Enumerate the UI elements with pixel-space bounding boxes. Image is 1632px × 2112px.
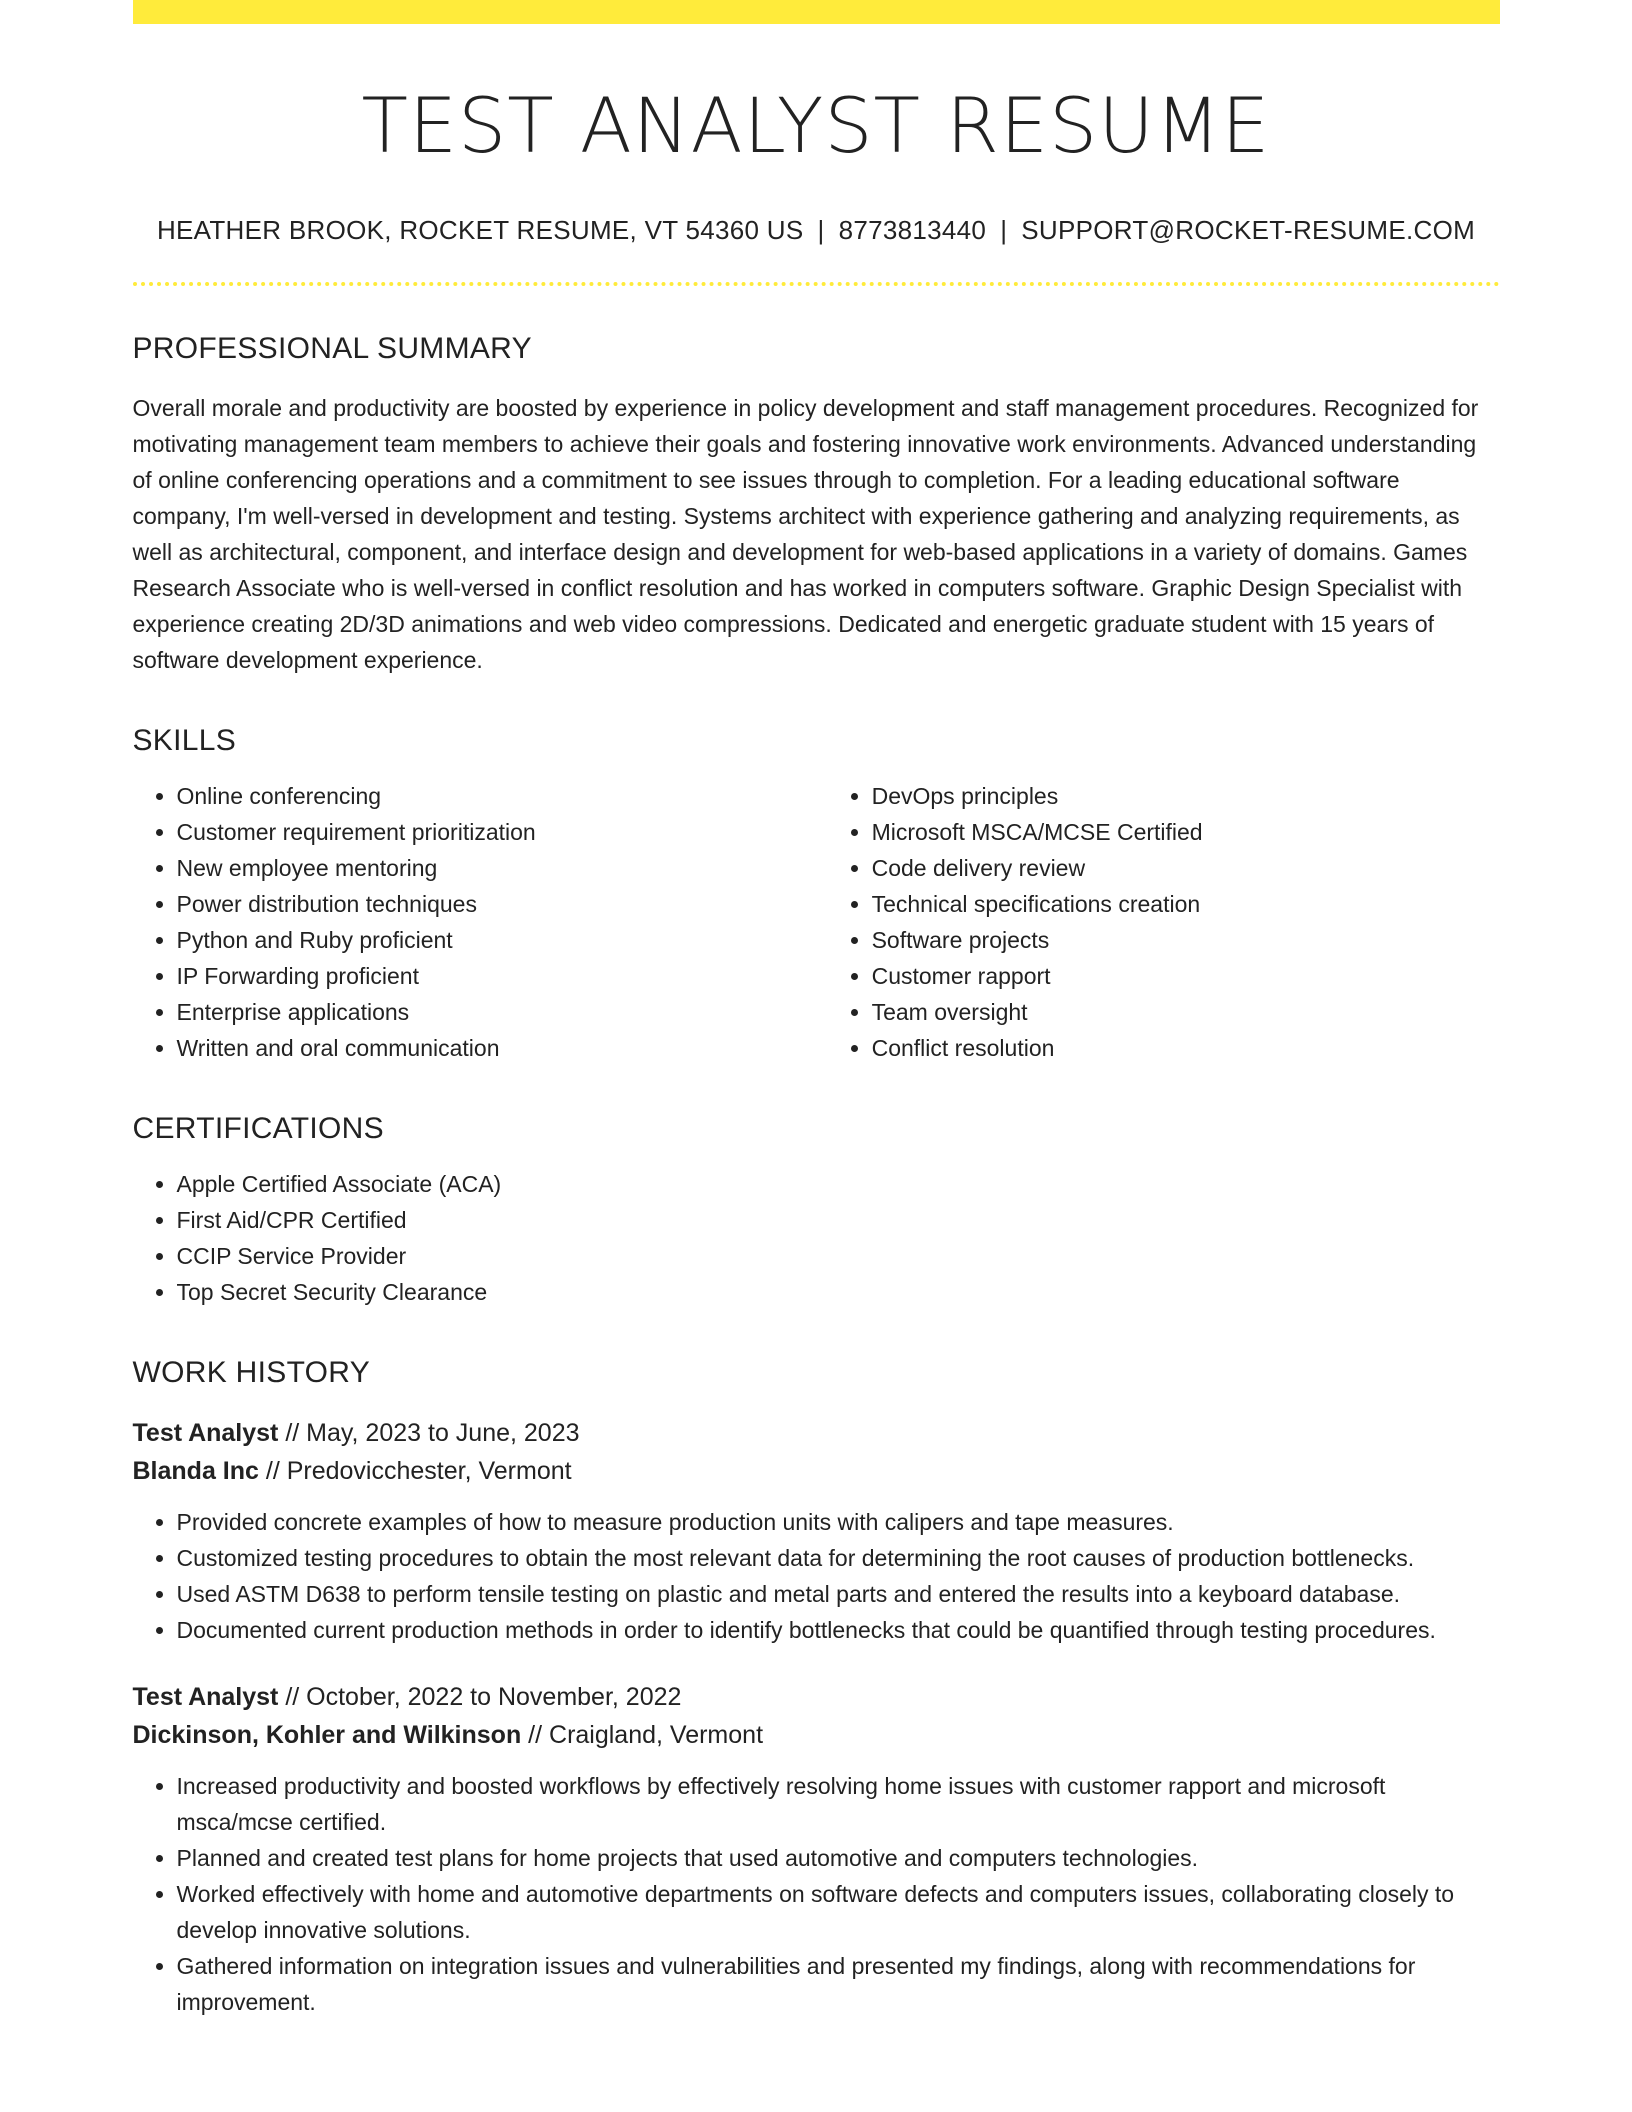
skill-item: • IP Forwarding proficient: [177, 958, 828, 994]
contact-phone: 8773813440: [838, 215, 987, 246]
certification-item: • CCIP Service Provider: [177, 1238, 1500, 1274]
resume-page: [133, 0, 1500, 2020]
contact-line: [133, 215, 1500, 246]
accent-top-bar: [133, 0, 1500, 24]
skill-item: • Customer rapport: [872, 958, 1500, 994]
certification-item: • Apple Certified Associate (ACA): [177, 1166, 1500, 1202]
summary-text: Overall morale and productivity are boosted by experience in policy development and staff management procedures. Recognized for motivating management team members to achieve their goals and fostering innovative work environments. Advanced understanding of online conferencing operations and a commitment to see issues through to completion. For a leading educational software company, I'm well-versed in development and testing. Systems architect with experience gathering and analyzing requirements, as well as architectural, component, and interface design and development for web-based applications in a variety of domains. Games Research Associate who is well-versed in conflict resolution and has worked in computers software. Graphic Design Specialist with experience creating 2D/3D animations and web video compressions. Dedicated and energetic graduate student with 15 years of software development experience.: [132, 395, 1479, 674]
contact-separator: |: [1000, 215, 1008, 246]
job-location: // Predovicchester, Vermont: [265, 1457, 572, 1486]
job-bullet: • Planned and created test plans for home projects that used automotive and computers technologies.: [177, 1840, 1500, 1876]
job-company: Blanda Inc: [132, 1457, 259, 1486]
job-dates: // May, 2023 to June, 2023: [285, 1419, 580, 1448]
certification-item: • First Aid/CPR Certified: [177, 1202, 1500, 1238]
job-bullet: • Increased productivity and boosted workflows by effectively resolving home issues with customer rapport and microsoft msca/mcse certified.: [177, 1768, 1500, 1840]
job-bullets: [133, 1768, 1500, 2020]
skill-item: • DevOps principles: [872, 778, 1500, 814]
skill-item: • Written and oral communication: [177, 1030, 828, 1066]
job-company: Dickinson, Kohler and Wilkinson: [132, 1721, 522, 1750]
skill-item: • Conflict resolution: [872, 1030, 1500, 1066]
job-location: // Craigland, Vermont: [528, 1721, 764, 1750]
job-company-line: [133, 1452, 1500, 1490]
skills-columns: [133, 778, 1500, 1066]
skill-item: • Software projects: [872, 922, 1500, 958]
certification-item: • Top Secret Security Clearance: [177, 1274, 1500, 1310]
job-title-line: [133, 1414, 1500, 1452]
contact-address: HEATHER BROOK, ROCKET RESUME, VT 54360 US: [156, 215, 804, 246]
skills-heading: SKILLS: [132, 724, 237, 758]
job-dates: // October, 2022 to November, 2022: [285, 1683, 682, 1712]
job-bullets: [133, 1504, 1500, 1648]
skill-item: • Code delivery review: [872, 850, 1500, 886]
job-title: Test Analyst: [132, 1419, 279, 1448]
job-bullet: • Gathered information on integration issues and vulnerabilities and presented my findings, along with recommendations for improvement.: [177, 1948, 1500, 2020]
job-company-line: [133, 1716, 1500, 1754]
contact-email: SUPPORT@ROCKET-RESUME.COM: [1021, 215, 1476, 246]
skill-item: • Technical specifications creation: [872, 886, 1500, 922]
job-bullet: • Provided concrete examples of how to measure production units with calipers and tape measures.: [177, 1504, 1500, 1540]
skill-item: • Enterprise applications: [177, 994, 828, 1030]
certifications-list: [133, 1166, 1500, 1310]
skill-item: • Power distribution techniques: [177, 886, 828, 922]
skill-item: • Customer requirement prioritization: [177, 814, 828, 850]
dotted-divider: [133, 282, 1500, 286]
skills-list-right: [828, 778, 1500, 1066]
skill-item: • Python and Ruby proficient: [177, 922, 828, 958]
job-bullet: • Worked effectively with home and automotive departments on software defects and computers issues, collaborating closely to develop innovative solutions.: [177, 1876, 1500, 1948]
skills-list-left: [133, 778, 828, 1066]
certifications-heading: CERTIFICATIONS: [132, 1112, 384, 1146]
contact-separator: |: [817, 215, 825, 246]
skill-item: • New employee mentoring: [177, 850, 828, 886]
job-title-line: [133, 1678, 1500, 1716]
job-bullet: • Used ASTM D638 to perform tensile testing on plastic and metal parts and entered the results into a keyboard database.: [177, 1576, 1500, 1612]
resume-title: TEST ANALYST RESUME: [361, 81, 1271, 170]
summary-heading: PROFESSIONAL SUMMARY: [132, 332, 532, 366]
job-bullet: • Documented current production methods in order to identify bottlenecks that could be quantified through testing procedures.: [177, 1612, 1500, 1648]
skill-item: • Online conferencing: [177, 778, 828, 814]
job-title: Test Analyst: [132, 1683, 279, 1712]
skill-item: • Microsoft MSCA/MCSE Certified: [872, 814, 1500, 850]
job-entry: [133, 1678, 1500, 2020]
job-entry: [133, 1414, 1500, 1648]
job-bullet: • Customized testing procedures to obtain the most relevant data for determining the root causes of production bottlenecks.: [177, 1540, 1500, 1576]
skill-item: • Team oversight: [872, 994, 1500, 1030]
work-history-heading: WORK HISTORY: [132, 1356, 371, 1390]
